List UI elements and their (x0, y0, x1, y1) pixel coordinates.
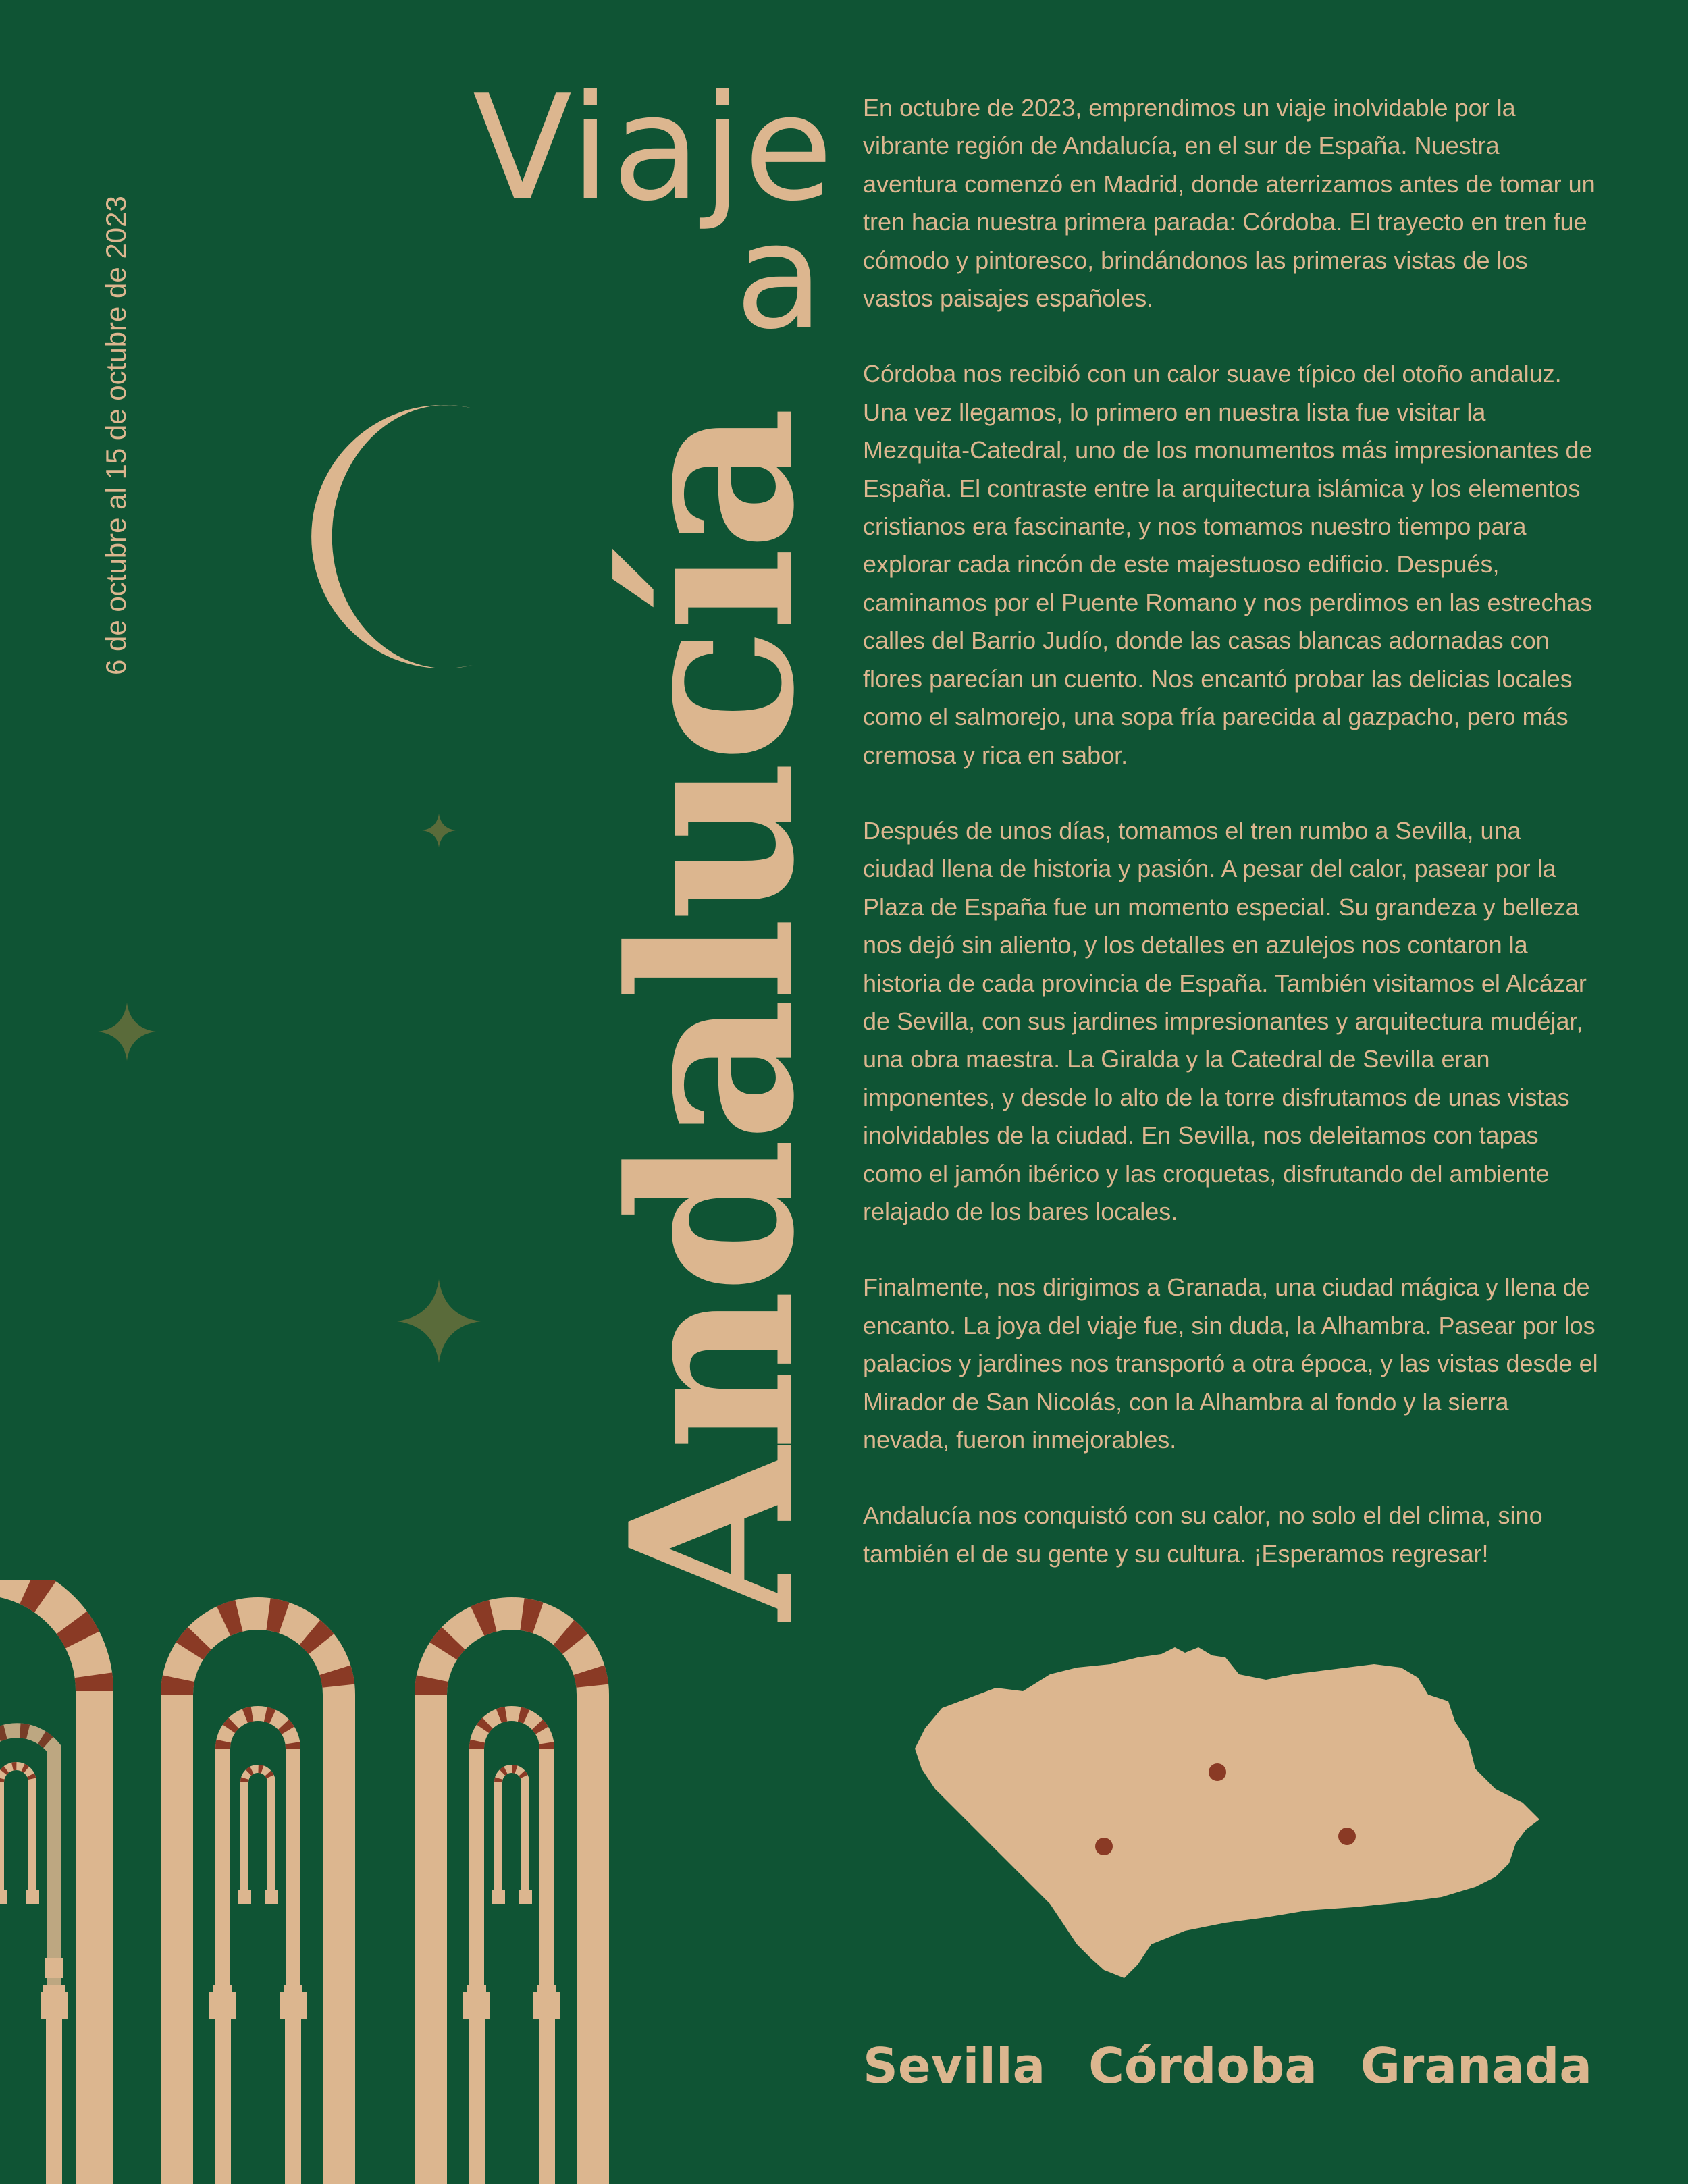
inner-arch (477, 1713, 547, 2012)
large-arch (431, 1614, 593, 2184)
crescent-moon-icon (307, 405, 483, 668)
granada-marker (1209, 1763, 1226, 1781)
title-andalucia: Andalucía (581, 410, 843, 1620)
paragraph-cordoba: Córdoba nos recibió con un calor suave típico del otoño andaluz. Una vez llegamos, lo primero en nuestra lista fue visitar la Mezquita-Catedral, uno de los monumentos más impresionantes de España. El contraste entre la arquitectura islámica y los elementos cristianos era fascinante, y nos tomamos nuestro tiempo para explorar cada rincón de este majestuoso edificio. Después, caminamos por el Puente Romano y nos perdimos en las estrechas calles del Barrio Judío, donde las casas blancas adornadas con flores parecían un cuento. Nos encantó probar las delicias locales como el salmorejo, una sopa fría parecida al gazpacho, pero más cremosa y rica en sabor. (863, 360, 1593, 769)
title-viaje: Viaje (473, 63, 835, 233)
trip-date-range: 6 de octubre al 15 de octubre de 2023 (100, 196, 132, 675)
small-arch (244, 1769, 271, 1904)
paragraph-granada: Finalmente, nos dirigimos a Granada, una ciudad mágica y llena de encanto. La joya del viaje fue, sin duda, la Alhambra. Pasear por los palacios y jardines nos transportó a otra época, y las vistas desde el Mirador de San Nicolás, con la Alhambra al fondo y la sierra nevada, fueron inmejorables. (863, 1273, 1598, 1454)
horseshoe-arches (0, 1580, 648, 2184)
paragraph-sevilla: Después de unos días, tomamos el tren rumbo a Sevilla, una ciudad llena de historia y pasión. A pesar del calor, pasear por la Plaza de España fue un momento especial. Su grandeza y belleza nos dejó sin aliento, y los detalles en azulejos nos contaron la historia de cada provincia de España. También visitamos el Alcázar de Sevilla, con sus jardines impresionantes y arquitectura mudéjar, una obra maestra. La Giralda y la Catedral de Sevilla eran imponentes, y desde lo alto de la torre disfrutamos de unas vistas inolvidables de la ciudad. En Sevilla, nos deleitamos con tapas como el jamón ibérico y las croquetas, disfrutando del ambiente relajado de los bares locales. (863, 816, 1587, 1225)
large-arch (177, 1614, 339, 2184)
city-cordoba: Córdoba (1088, 2037, 1318, 2094)
city-sevilla: Sevilla (863, 2037, 1046, 2094)
sevilla-marker (1095, 1838, 1113, 1855)
sparkle-star-icon (98, 1003, 156, 1061)
inner-arch (223, 1713, 293, 2012)
trip-narrative (863, 89, 1599, 1611)
city-list (863, 2032, 1592, 2100)
granada-marker-east (1338, 1828, 1356, 1845)
paragraph-closing: Andalucía nos conquistó con su calor, no solo el del clima, sino también el de su gente y su cultura. ¡Esperamos regresar! (863, 1501, 1543, 1568)
small-arch (0, 1766, 32, 1904)
sparkle-star-icon (397, 1279, 481, 1363)
paragraph-intro: En octubre de 2023, emprendimos un viaje inolvidable por la vibrante región de Andalucía, en el sur de España. Nuestra aventura comenzó en Madrid, donde aterrizamos antes de tomar un tren hacia nuestra primera parada: Córdoba. El trayecto en tren fue cómodo y pintoresco, brindándonos las primeras vistas de los vastos paisajes españoles. (863, 94, 1595, 313)
city-granada: Granada (1360, 2037, 1592, 2094)
title-a: a (735, 192, 824, 361)
andalucia-map (915, 1647, 1539, 1978)
small-arch (498, 1769, 525, 1904)
sparkle-star-icon (422, 814, 456, 847)
